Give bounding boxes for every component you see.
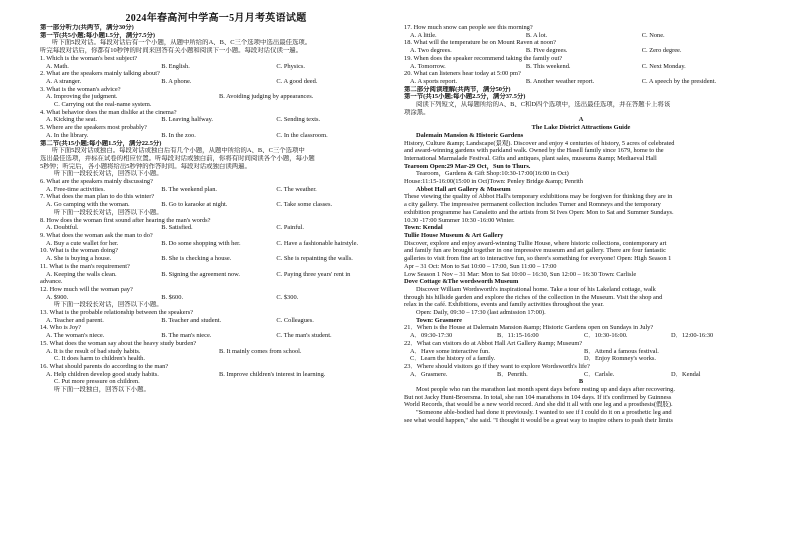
section-heading: 第一节(共5小题;每小题1.5分，满分7.5分) bbox=[40, 31, 156, 39]
answer-options bbox=[40, 78, 392, 86]
text-line: Most people who ran the marathon last month spent days before resting up and days after recovering. bbox=[416, 386, 675, 394]
text-line: 12. How much will the woman pay? bbox=[40, 285, 133, 293]
answer-options bbox=[404, 32, 758, 40]
answer-option: A. Keeping the walls clean. bbox=[46, 270, 117, 278]
text-line: These viewing the quality of Abbot Hall's temporary exhibitions may be forgiven for thinking they are in bbox=[404, 193, 673, 201]
answer-option: B. This weekend. bbox=[525, 62, 571, 70]
answer-options bbox=[404, 47, 758, 55]
page-title: 2024年春高河中学高一5月月考英语试题 bbox=[125, 13, 307, 24]
answer-option: D．Kendal bbox=[671, 370, 701, 378]
text-line: Low Season 1 Nov – 31 Mar: Mon to Sat 10:00 – 16:30, Sun 12:00 – 16:30 Town: Carlisle bbox=[404, 270, 637, 278]
answer-option: A. It is the result of bad study habits. bbox=[46, 347, 141, 355]
text-line: 10.30 -17:00 Summer 10:30 -16:00 Winter. bbox=[404, 216, 515, 224]
answer-option: B. Signing the agreement now. bbox=[161, 270, 240, 278]
answer-option: C．Learn the history of a family. bbox=[410, 355, 496, 363]
answer-option: B. A phone. bbox=[161, 77, 192, 85]
answer-option: A．Grasmere. bbox=[410, 370, 448, 378]
answer-option: B. Go to karaoke at night. bbox=[161, 201, 228, 209]
text-line: 19. When does the speaker recommend taking the family out? bbox=[404, 54, 563, 62]
text-line: But not Jacky Hunt-Broersma. In total, she ran 104 marathons in 104 days. If it's confirmed by Guinness bbox=[404, 393, 672, 401]
text-line: 阅读下列短文，从每题所给的A、B、C和D四个选项中，选出最佳选项，并在答题卡上将该 bbox=[416, 101, 671, 109]
text-line: 选出最佳选项，并标在试卷的相应位置。听每段对话或独白前，你将有时间阅读各个小题，每小题 bbox=[40, 154, 315, 162]
answer-option: C. In the classroom. bbox=[276, 131, 328, 139]
answer-option: B. A lot. bbox=[525, 31, 548, 39]
text-line: World Records, that would be a new world record. And she did it all with one leg and a prosthesis(假肢). bbox=[404, 401, 673, 409]
section-heading: 第一部分听力(共两节，满分30分) bbox=[40, 24, 134, 31]
section-heading: Town: Kendal bbox=[404, 224, 443, 232]
answer-option: C．Carlsle. bbox=[584, 370, 615, 378]
section-heading: Abbot Hall art Gallery & Museum bbox=[416, 185, 511, 193]
section-heading: 第二部分阅读理解(共两节，满分50分) bbox=[404, 85, 511, 93]
answer-options bbox=[404, 78, 758, 86]
text-line: C. Put more pressure on children. bbox=[54, 378, 140, 386]
answer-option: D．Enjoy Romney's works. bbox=[584, 355, 656, 363]
answer-option: B. Satisfied. bbox=[161, 224, 193, 232]
text-line: Discover, explore and enjoy award-winning Tullie House, where historic collections, contemporary art bbox=[404, 239, 667, 247]
answer-options bbox=[40, 132, 392, 140]
text-line: History, Culture &amp; Landscape(景观). Discover and enjoy 4 centuries of history, 5 acres of celebrated bbox=[404, 139, 675, 147]
answer-option: A. A stranger. bbox=[46, 77, 82, 85]
answer-options bbox=[404, 348, 758, 356]
section-heading: Tearoom Open:29 Mar-29 Oct，Sun to Thurs. bbox=[404, 162, 531, 170]
text-line: see what would happen," she said. "I thought it would be a great way to inspire others to push their limits bbox=[404, 416, 673, 424]
section-heading: The Lake District Attractions Guide bbox=[531, 124, 631, 132]
text-line: 5秒钟；听完后，各小题将给出5秒钟的作答时间。每段对话或独白读两遍。 bbox=[40, 162, 251, 170]
answer-option: B. She is checking a house. bbox=[161, 255, 232, 263]
answer-option: C. Painful. bbox=[276, 224, 304, 232]
text-line: 21．When is the House at Dalemain Mansion &amp; Historic Gardens open on Sundays in July? bbox=[404, 324, 654, 332]
text-line: 4. What behavior does the man dislike at the cinema? bbox=[40, 108, 177, 116]
text-line: 听完每段对话后，你都有10秒钟的时间来回答有关小题和阅读下一小题。每段对话仅读一遍。 bbox=[40, 47, 303, 55]
answer-option: A. Go camping with the woman. bbox=[46, 201, 130, 209]
answer-option: B. Another weather report. bbox=[525, 77, 595, 85]
section-heading: 第二节(共15小题;每小题1.5分，满分22.5分) bbox=[40, 139, 162, 147]
answer-option: A．09:30-17:30 bbox=[410, 332, 453, 340]
left-column bbox=[40, 24, 392, 394]
answer-option: C. Sending texts. bbox=[276, 116, 321, 124]
text-line: 22．What can visitors do at Abbot Hall Art Gallery &amp; Museum? bbox=[404, 339, 583, 347]
answer-option: B. Leaving halfway. bbox=[161, 116, 213, 124]
answer-option: C. None. bbox=[641, 31, 665, 39]
text-line: 20. What can listeners hear today at 5:00 pm? bbox=[404, 70, 521, 78]
text-line: 6. What are the speakers mainly discussing? bbox=[40, 178, 153, 186]
answer-options bbox=[40, 116, 392, 124]
answer-option: B. Avoiding judging by appearances. bbox=[219, 93, 314, 101]
text-line: C. Carrying out the real-name system. bbox=[54, 101, 152, 109]
section-heading: Dalemain Mansion & Historic Gardens bbox=[416, 131, 524, 139]
answer-option: B. Five degrees. bbox=[525, 47, 568, 55]
answer-option: D．12:00-16:30 bbox=[671, 332, 714, 340]
text-line: 听下面5段对话或独白。每段对话或独白后有几个小题，从题中所给的A、B、C三个选项中 bbox=[52, 147, 305, 155]
answer-option: C．10:30-16:00. bbox=[584, 332, 628, 340]
answer-option: A. The woman's niece. bbox=[46, 332, 105, 340]
answer-option: C. Take some classes. bbox=[276, 201, 333, 209]
answer-options bbox=[40, 201, 392, 209]
text-line: C. It does harm to children's health. bbox=[54, 355, 145, 363]
section-heading: Tullie House Museum & Art Gallery bbox=[404, 231, 504, 239]
text-line: 14. Who is Joy? bbox=[40, 324, 82, 332]
section-heading: Town: Grasmere bbox=[416, 316, 462, 324]
answer-option: B. It mainly comes from school. bbox=[219, 347, 302, 355]
answer-option: A. Buy a cute wallet for her. bbox=[46, 239, 119, 247]
answer-option: C. A speech by the president. bbox=[641, 77, 717, 85]
answer-option: A. In the library. bbox=[46, 131, 89, 139]
text-line: Tearoom，Gardens & Gift Shop:10:30-17:00(16:00 in Oct) bbox=[416, 170, 569, 178]
section-heading: B bbox=[578, 378, 584, 386]
text-line: 2. What are the speakers mainly talking about? bbox=[40, 70, 160, 78]
text-line: 15. What does the woman say about the heavy study burden? bbox=[40, 339, 197, 347]
text-line: and family fun are brought together in one impressive museum and art gallery. There are four fantastic bbox=[404, 247, 666, 255]
answer-option: B. The weekend plan. bbox=[161, 185, 217, 193]
text-line: "Someone able-bodied had done it previously. I wanted to see if I could do it on a prosthetic leg and bbox=[416, 409, 672, 417]
text-line: 项涂黑。 bbox=[404, 108, 430, 116]
answer-options bbox=[404, 371, 758, 379]
answer-option: A. $900. bbox=[46, 293, 69, 301]
answer-option: A. Teacher and parent. bbox=[46, 316, 104, 324]
text-line: 10. What is the woman doing? bbox=[40, 247, 118, 255]
answer-options bbox=[40, 240, 392, 248]
answer-option: C. She is repainting the walls. bbox=[276, 255, 353, 263]
answer-option: C. Physics. bbox=[276, 62, 305, 70]
answer-options bbox=[40, 63, 392, 71]
section-heading: Dove Cottage &The wordsworth Museum bbox=[404, 278, 519, 286]
right-column bbox=[404, 24, 758, 425]
text-line: 听下面5段对话。每段对话后有一个小题，从题中所给的A、B、C三个选项中选出最佳选项。 bbox=[52, 39, 312, 47]
text-line: 听下面一段较长对话，回答以下小题。 bbox=[54, 301, 163, 309]
text-line: Apr – 31 Oct: Mon to Sat 10:00 – 17:00, Sun 11:00 – 17:00 bbox=[404, 262, 557, 270]
answer-options bbox=[404, 332, 758, 340]
answer-option: C. A good deed. bbox=[276, 77, 318, 85]
answer-options bbox=[404, 63, 758, 71]
answer-option: A. Math. bbox=[46, 62, 69, 70]
text-line: relax in the café. Exhibitions, events and family activities throughout the year. bbox=[404, 301, 604, 309]
answer-option: A．Have some interactive fun. bbox=[410, 347, 490, 355]
text-line: 16. What should parents do according to the man? bbox=[40, 362, 169, 370]
answer-option: C. $300. bbox=[276, 293, 299, 301]
answer-option: B. $600. bbox=[161, 293, 184, 301]
text-line: through his hillside garden and explore the riches of the collection in the Museum. Visit the shop and bbox=[404, 293, 663, 301]
text-line: 1. Which is the woman's best subject? bbox=[40, 54, 138, 62]
answer-option: B. Do some shopping with her. bbox=[161, 239, 241, 247]
answer-options bbox=[40, 294, 392, 302]
answer-option: C. The man's student. bbox=[276, 332, 332, 340]
answer-options bbox=[40, 271, 392, 279]
answer-option: C. Paying three years' rent in bbox=[276, 270, 351, 278]
text-line: 13. What is the probable relationship between the speakers? bbox=[40, 309, 194, 317]
text-line: 11. What is the man's requirement? bbox=[40, 262, 130, 270]
answer-option: C. Have a fashionable hairstyle. bbox=[276, 239, 359, 247]
text-line: advance. bbox=[40, 278, 63, 286]
text-line: 听下面一段较长对话，回答以下小题。 bbox=[54, 170, 163, 178]
answer-option: A. Free-time activities. bbox=[46, 185, 105, 193]
answer-option: C. Zero degree. bbox=[641, 47, 682, 55]
answer-options bbox=[40, 255, 392, 263]
answer-options bbox=[404, 355, 758, 363]
answer-options bbox=[40, 186, 392, 194]
answer-options bbox=[40, 332, 392, 340]
answer-option: B. The man's niece. bbox=[161, 332, 212, 340]
text-line: a city gallery. The impressive permanent collection includes Turner and Romneys and the temporary bbox=[404, 201, 661, 209]
text-line: 23．Where should visitors go if they want to explore Wordsworth's life? bbox=[404, 362, 590, 370]
text-line: 18. What will the temperature be on Mount Raven at noon? bbox=[404, 39, 556, 47]
answer-option: C. The weather. bbox=[276, 185, 317, 193]
section-heading: 第一节(共15小题;每小题2.5分，满分37.5分) bbox=[404, 93, 526, 101]
text-line: 听下面一段较长对话，回答以下小题。 bbox=[54, 208, 163, 216]
text-line: International Marmalade Festival. Gifts and antiques, plant sales, museums &amp; Mediaeval Hall bbox=[404, 154, 657, 162]
answer-option: C. Colleagues. bbox=[276, 316, 314, 324]
answer-option: A. Help children develop good study habits. bbox=[46, 370, 159, 378]
answer-option: A. Doubtful. bbox=[46, 224, 79, 232]
answer-options bbox=[40, 224, 392, 232]
text-line: 8. How does the woman first sound after hearing the man's words? bbox=[40, 216, 211, 224]
answer-option: A. Two degrees. bbox=[410, 47, 452, 55]
answer-options bbox=[40, 371, 392, 379]
answer-option: B. In the zoo. bbox=[161, 131, 196, 139]
text-line: Open: Daily, 09:30 – 17:30 (last admission 17:00). bbox=[416, 309, 546, 317]
text-line: 听下面一段独白，回答以下小题。 bbox=[54, 386, 150, 394]
answer-option: B．Penrith. bbox=[497, 370, 528, 378]
text-line: 7. What does the man plan to do this winter? bbox=[40, 193, 155, 201]
text-line: 17. How much snow can people see this morning? bbox=[404, 24, 533, 31]
text-line: 5. Where are the speakers most probably? bbox=[40, 124, 147, 132]
answer-option: B. Teacher and student. bbox=[161, 316, 222, 324]
section-heading: A bbox=[578, 116, 584, 124]
answer-options bbox=[40, 317, 392, 325]
text-line: exhibition programme has Canaletto and the artists from St Ives Open: Mon to Sat and Summer Sundays. bbox=[404, 208, 674, 216]
answer-option: B. Improve children's interest in learning. bbox=[219, 370, 326, 378]
answer-options bbox=[40, 348, 392, 356]
text-line: galleries to visit from fine art to interactive fun, so there's something for everyone! Open: High Season 1 bbox=[404, 255, 672, 263]
answer-option: A. A little. bbox=[410, 31, 437, 39]
answer-option: A. Kicking the seat. bbox=[46, 116, 97, 124]
answer-option: B．Attend a famous festival. bbox=[584, 347, 659, 355]
answer-option: A. She is buying a house. bbox=[46, 255, 112, 263]
text-line: 3. What is the woman's advice? bbox=[40, 85, 121, 93]
answer-option: B．11:15-16:00 bbox=[497, 332, 539, 340]
answer-option: A. A sports report. bbox=[410, 77, 458, 85]
answer-option: A. Improving the judgment. bbox=[46, 93, 118, 101]
answer-option: B. English. bbox=[161, 62, 190, 70]
answer-option: C. Next Monday. bbox=[641, 62, 686, 70]
text-line: House:11:15-16:00(15:00 in Oct)Town: Penley Bridge &amp; Penrith bbox=[404, 178, 583, 186]
text-line: 9. What does the woman ask the man to do? bbox=[40, 231, 153, 239]
answer-options bbox=[40, 93, 392, 101]
text-line: Discover William Wordsworth's inspirational home. Take a tour of his Lakeland cottage, walk bbox=[416, 285, 656, 293]
answer-option: A. Tomorrow. bbox=[410, 62, 446, 70]
text-line: and award-winning gardens with parkland walk. Owned by the Hasell family since 1679, home to the bbox=[404, 147, 664, 155]
